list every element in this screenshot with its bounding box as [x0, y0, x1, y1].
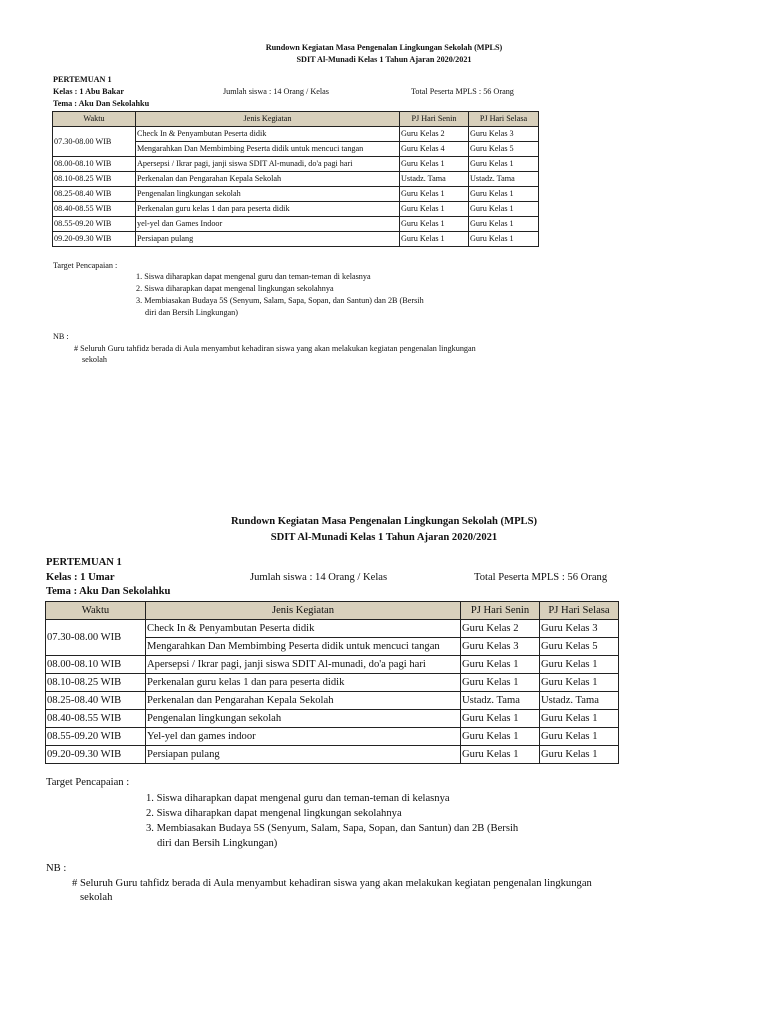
rundown-table	[45, 601, 619, 764]
cell-pj-senin: Guru Kelas 1	[461, 674, 540, 692]
cell-pj-selasa: Guru Kelas 5	[469, 142, 539, 157]
cell-kegiatan: Mengarahkan Dan Membimbing Peserta didik untuk mencuci tangan	[136, 142, 400, 157]
cell-waktu: 08.00-08.10 WIB	[53, 157, 136, 172]
jumlah-siswa: Jumlah siswa : 14 Orang / Kelas	[250, 572, 388, 583]
cell-pj-senin: Guru Kelas 2	[461, 620, 540, 638]
target-label: Target Pencapaian :	[53, 261, 118, 270]
list-item: 2. Siswa diharapkan dapat mengenal lingkungan sekolahnya	[146, 808, 402, 819]
target-label: Target Pencapaian :	[46, 777, 130, 788]
table-row	[53, 202, 539, 217]
total-peserta: Total Peserta MPLS : 56 Orang	[411, 87, 514, 96]
cell-pj-selasa: Guru Kelas 3	[540, 620, 619, 638]
title-line-2: SDIT Al-Munadi Kelas 1 Tahun Ajaran 2020/2021	[270, 532, 498, 543]
cell-pj-selasa: Guru Kelas 1	[469, 202, 539, 217]
table-row	[53, 172, 539, 187]
cell-pj-selasa: Ustadz. Tama	[540, 692, 619, 710]
nb-line-2: sekolah	[80, 892, 113, 903]
cell-waktu: 09.20-09.30 WIB	[46, 746, 146, 764]
table-row	[46, 656, 619, 674]
cell-kegiatan: yel-yel dan Games Indoor	[136, 217, 400, 232]
table-row	[46, 620, 619, 638]
cell-waktu: 09.20-09.30 WIB	[53, 232, 136, 247]
list-item: diri dan Bersih Lingkungan)	[157, 838, 278, 849]
cell-pj-selasa: Guru Kelas 1	[469, 157, 539, 172]
cell-waktu: 08.25-08.40 WIB	[53, 187, 136, 202]
header-jenis-kegiatan: Jenis Kegiatan	[136, 112, 400, 127]
table-row	[46, 746, 619, 764]
kelas-label: Kelas : 1 Abu Bakar	[53, 87, 124, 96]
cell-pj-selasa: Ustadz. Tama	[469, 172, 539, 187]
cell-pj-senin: Guru Kelas 1	[400, 217, 469, 232]
cell-waktu: 08.10-08.25 WIB	[53, 172, 136, 187]
cell-waktu: 08.55-09.20 WIB	[53, 217, 136, 232]
header-waktu: Waktu	[53, 112, 136, 127]
cell-pj-selasa: Guru Kelas 3	[469, 127, 539, 142]
cell-pj-senin: Guru Kelas 1	[461, 710, 540, 728]
cell-waktu: 08.40-08.55 WIB	[53, 202, 136, 217]
nb-label: NB :	[46, 863, 67, 874]
table-row	[46, 728, 619, 746]
cell-pj-selasa: Guru Kelas 5	[540, 638, 619, 656]
header-pj-senin: PJ Hari Senin	[400, 112, 469, 127]
title-line-1: Rundown Kegiatan Masa Pengenalan Lingkungan Sekolah (MPLS)	[265, 43, 503, 52]
table-header-row	[53, 112, 539, 127]
rundown-table	[52, 111, 539, 247]
list-item: 3. Membiasakan Budaya 5S (Senyum, Salam, Sapa, Sopan, dan Santun) dan 2B (Bersih	[136, 296, 424, 305]
target-list	[146, 791, 518, 851]
cell-kegiatan: Pengenalan lingkungan sekolah	[146, 710, 461, 728]
cell-kegiatan: Persiapan pulang	[146, 746, 461, 764]
tema-label: Tema : Aku Dan Sekolahku	[46, 586, 171, 597]
cell-pj-senin: Guru Kelas 1	[400, 232, 469, 247]
cell-pj-senin: Guru Kelas 2	[400, 127, 469, 142]
cell-kegiatan: Perkenalan guru kelas 1 dan para peserta didik	[146, 674, 461, 692]
cell-pj-senin: Guru Kelas 1	[461, 728, 540, 746]
cell-kegiatan: Apersepsi / Ikrar pagi, janji siswa SDIT Al-munadi, do'a pagi hari	[146, 656, 461, 674]
nb-label: NB :	[53, 332, 69, 341]
pertemuan-label: PERTEMUAN 1	[53, 75, 112, 84]
nb-line-2: sekolah	[82, 355, 108, 364]
cell-pj-selasa: Guru Kelas 1	[540, 674, 619, 692]
table-row	[46, 692, 619, 710]
table-row	[53, 127, 539, 142]
cell-waktu: 07.30-08.00 WIB	[46, 620, 146, 656]
header-pj-selasa: PJ Hari Selasa	[540, 602, 619, 620]
cell-kegiatan: Check In & Penyambutan Peserta didik	[146, 620, 461, 638]
cell-pj-senin: Guru Kelas 3	[461, 638, 540, 656]
cell-kegiatan: Perkenalan dan Pengarahan Kepala Sekolah	[146, 692, 461, 710]
table-row	[46, 674, 619, 692]
table-row	[53, 187, 539, 202]
table-row	[53, 232, 539, 247]
table-row	[53, 157, 539, 172]
header-jenis-kegiatan: Jenis Kegiatan	[146, 602, 461, 620]
list-item: 1. Siswa diharapkan dapat mengenal guru dan teman-teman di kelasnya	[146, 793, 450, 804]
title-line-1: Rundown Kegiatan Masa Pengenalan Lingkungan Sekolah (MPLS)	[230, 516, 538, 527]
cell-kegiatan: Mengarahkan Dan Membimbing Peserta didik untuk mencuci tangan	[146, 638, 461, 656]
cell-waktu: 08.55-09.20 WIB	[46, 728, 146, 746]
document-title	[0, 514, 768, 546]
list-item: 2. Siswa diharapkan dapat mengenal lingkungan sekolahnya	[136, 284, 334, 293]
rundown-section-1	[0, 0, 768, 380]
cell-kegiatan: Check In & Penyambutan Peserta didik	[136, 127, 400, 142]
cell-pj-senin: Ustadz. Tama	[400, 172, 469, 187]
table-row	[46, 710, 619, 728]
cell-waktu: 08.00-08.10 WIB	[46, 656, 146, 674]
kelas-label: Kelas : 1 Umar	[46, 572, 115, 583]
cell-kegiatan: Yel-yel dan games indoor	[146, 728, 461, 746]
title-line-2: SDIT Al-Munadi Kelas 1 Tahun Ajaran 2020/2021	[296, 55, 472, 64]
table-row	[53, 217, 539, 232]
pertemuan-label: PERTEMUAN 1	[46, 557, 122, 568]
cell-pj-selasa: Guru Kelas 1	[540, 746, 619, 764]
cell-pj-senin: Guru Kelas 4	[400, 142, 469, 157]
cell-pj-senin: Guru Kelas 1	[461, 656, 540, 674]
cell-pj-selasa: Guru Kelas 1	[540, 656, 619, 674]
cell-pj-selasa: Guru Kelas 1	[469, 217, 539, 232]
cell-pj-selasa: Guru Kelas 1	[469, 232, 539, 247]
cell-waktu: 08.40-08.55 WIB	[46, 710, 146, 728]
cell-kegiatan: Persiapan pulang	[136, 232, 400, 247]
cell-waktu: 08.10-08.25 WIB	[46, 674, 146, 692]
nb-line-1: # Seluruh Guru tahfidz berada di Aula menyambut kehadiran siswa yang akan melakukan kegiatan pengenalan lingkungan	[74, 344, 476, 353]
header-waktu: Waktu	[46, 602, 146, 620]
nb-line-1: # Seluruh Guru tahfidz berada di Aula menyambut kehadiran siswa yang akan melakukan kegiatan pengenalan lingkungan	[72, 878, 592, 889]
table-header-row	[46, 602, 619, 620]
cell-pj-selasa: Guru Kelas 1	[540, 728, 619, 746]
cell-waktu: 07.30-08.00 WIB	[53, 127, 136, 157]
header-pj-senin: PJ Hari Senin	[461, 602, 540, 620]
cell-pj-selasa: Guru Kelas 1	[469, 187, 539, 202]
rundown-section-2	[0, 500, 768, 920]
cell-waktu: 08.25-08.40 WIB	[46, 692, 146, 710]
cell-pj-senin: Ustadz. Tama	[461, 692, 540, 710]
total-peserta: Total Peserta MPLS : 56 Orang	[474, 572, 608, 583]
tema-label: Tema : Aku Dan Sekolahku	[53, 99, 150, 108]
list-item: 1. Siswa diharapkan dapat mengenal guru dan teman-teman di kelasnya	[136, 272, 371, 281]
list-item: 3. Membiasakan Budaya 5S (Senyum, Salam, Sapa, Sopan, dan Santun) dan 2B (Bersih	[146, 823, 519, 834]
cell-pj-senin: Guru Kelas 1	[400, 187, 469, 202]
cell-pj-selasa: Guru Kelas 1	[540, 710, 619, 728]
target-list	[136, 271, 424, 319]
cell-pj-senin: Guru Kelas 1	[461, 746, 540, 764]
cell-kegiatan: Perkenalan guru kelas 1 dan para peserta didik	[136, 202, 400, 217]
cell-kegiatan: Apersepsi / Ikrar pagi, janji siswa SDIT Al-munadi, do'a pagi hari	[136, 157, 400, 172]
jumlah-siswa: Jumlah siswa : 14 Orang / Kelas	[223, 87, 329, 96]
cell-kegiatan: Pengenalan lingkungan sekolah	[136, 187, 400, 202]
cell-pj-senin: Guru Kelas 1	[400, 157, 469, 172]
cell-kegiatan: Perkenalan dan Pengarahan Kepala Sekolah	[136, 172, 400, 187]
document-title	[0, 42, 768, 66]
list-item: diri dan Bersih Lingkungan)	[145, 308, 239, 317]
cell-pj-senin: Guru Kelas 1	[400, 202, 469, 217]
header-pj-selasa: PJ Hari Selasa	[469, 112, 539, 127]
